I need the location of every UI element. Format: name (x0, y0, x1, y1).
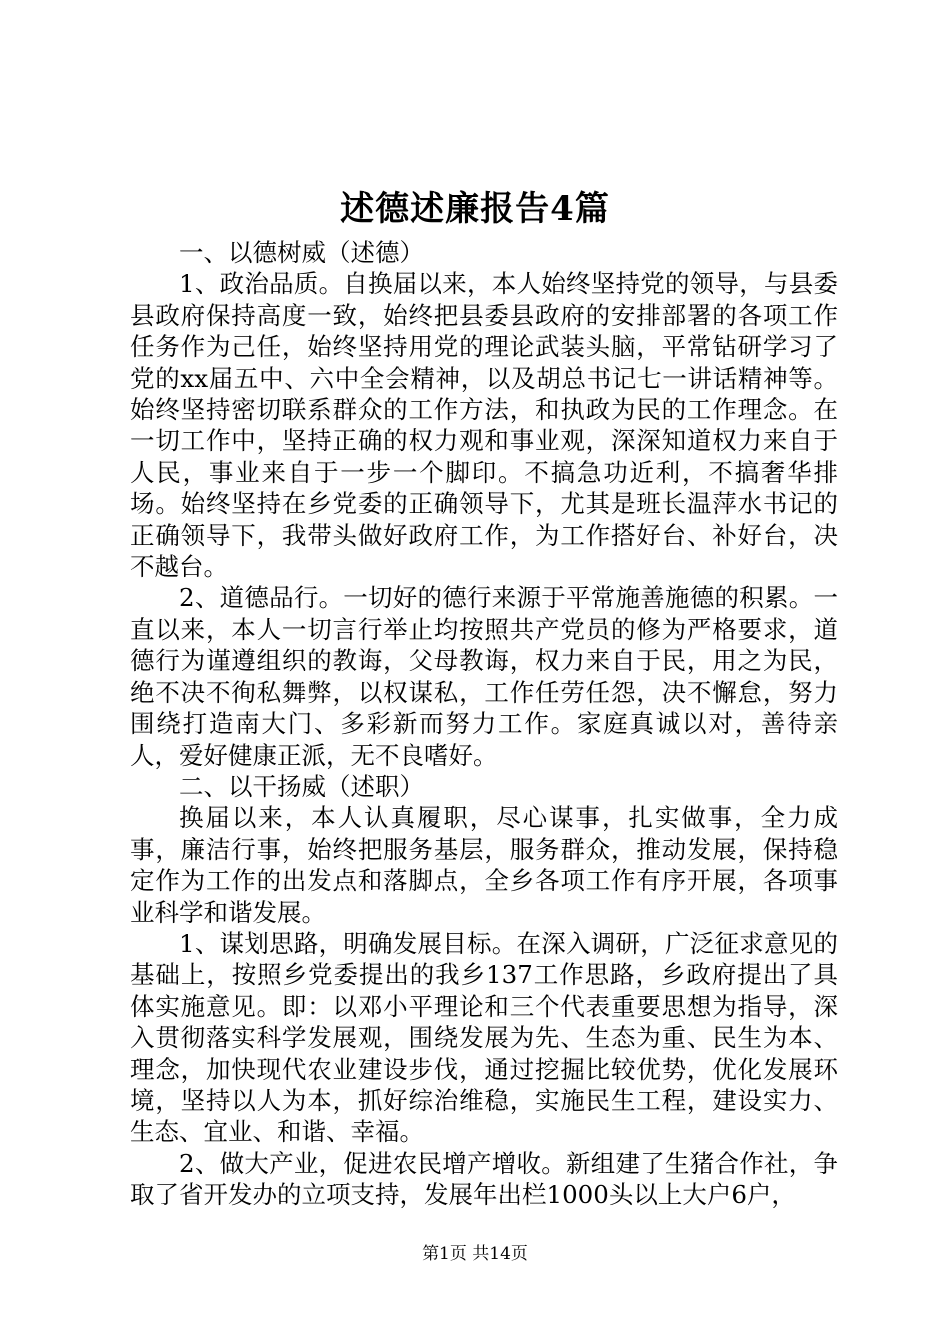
section-heading-1: 一、以德树威（述德） (179, 238, 424, 267)
section-heading-2: 二、以干扬威（述职） (179, 771, 424, 801)
paragraph-development-goals: 1、谋划思路，明确发展目标。在深入调研，广泛征求意见的基础上，按照乡党委提出的我乡137工作思路，乡政府提出了具体实施意见。即：以邓小平理论和三个代表重要思想为指导，深入贯彻落实科学发展观，围绕发展为先、生态为重、民生为本、理念，加快现代农业建设步伐，通过挖掘比较优势，优化发展环境，坚持以人为本，抓好综治维稳，实施民生工程，建设实力、生态、宜业、和谐、幸福。 (130, 928, 838, 1147)
paragraph-moral-conduct: 2、道德品行。一切好的德行来源于平常施善施德的积累。一直以来，本人一切言行举止均按照共产党员的修为严格要求，道德行为谨遵组织的教诲，父母教诲，权力来自于民，用之为民，绝不决不徇私舞弊，以权谋私，工作任劳任怨，决不懈怠，努力围绕打造南大门、多彩新而努力工作。家庭真诚以对，善待亲人，爱好健康正派，无不良嗜好。 (130, 583, 838, 770)
paragraph-political-quality: 1、政治品质。自换届以来，本人始终坚持党的领导，与县委县政府保持高度一致，始终把县委县政府的安排部署的各项工作任务作为己任，始终坚持用党的理论武装头脑，平常钻研学习了党的xx届五中、六中全会精神，以及胡总书记七一讲话精神等。始终坚持密切联系群众的工作方法，和执政为民的工作理念。在一切工作中，坚持正确的权力观和事业观，深深知道权力来自于人民，事业来自于一步一个脚印。不搞急功近利，不搞奢华排场。始终坚持在乡党委的正确领导下，尤其是班长温萍水书记的正确领导下，我带头做好政府工作，为工作搭好台、补好台，决不越台。 (130, 269, 838, 582)
paragraph-industry-growth: 2、做大产业，促进农民增产增收。新组建了生猪合作社，争取了省开发办的立项支持，发展年出栏1000头以上大户6户， (130, 1148, 838, 1210)
paragraph-duty-intro: 换届以来，本人认真履职，尽心谋事，扎实做事，全力成事，廉洁行事，始终把服务基层，服务群众，推动发展，保持稳定作为工作的出发点和落脚点，全乡各项工作有序开展，各项事业科学和谐发展。 (130, 803, 838, 927)
document-title: 述德述廉报告4篇 (340, 189, 610, 229)
document-body (130, 237, 838, 1211)
page-footer: 第1页 共14页 (422, 1244, 528, 1264)
